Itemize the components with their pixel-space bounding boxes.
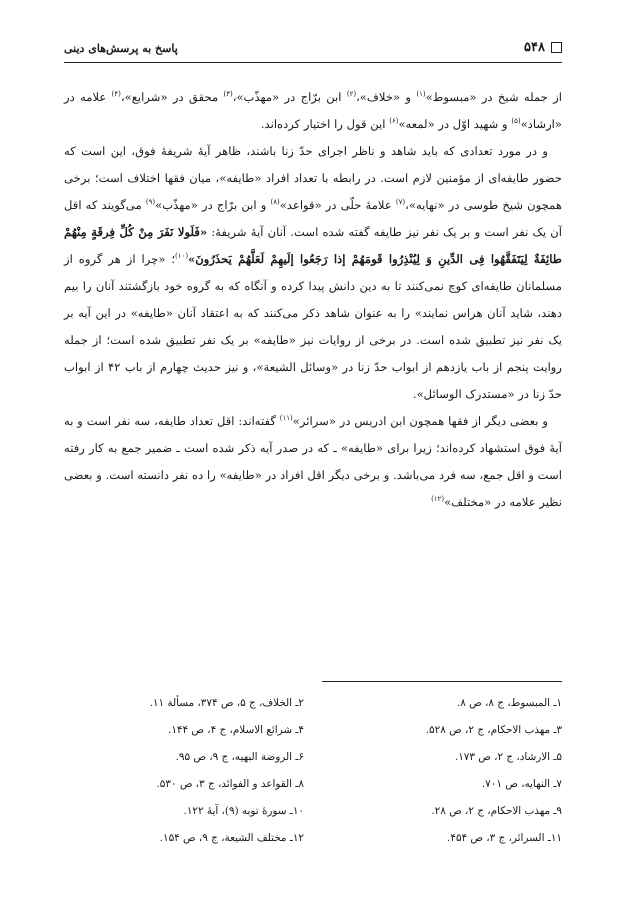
text-span: این قول را اختیار کرده‌اند. <box>260 117 390 131</box>
text-span: ؛ «چرا از هر گروه از مسلمانان طایفه‌ای کوچ نمی‌کنند تا به دین دانش پیدا کرده و آنگاه که به گروه خود بازگشتند آنان را بیم دهند، شاید آنان هراس نمایند» را به عنوان شاهد ذکر می‌کنند که به اعتقاد آنان «طایفه» در این آیه بر یک نفر نیز تطبیق شده است. در برخی از روایات نیز «طایفه» بر یک نفر تطبیق شده است؛ از جمله روایت پنجم از باب یازدهم از ابواب حدّ زنا در «وسائل الشیعة»، و نیز حدیث چهارم از باب ۴۲ از ابواب حدّ زنا در «مستدرک الوسائل». <box>64 252 563 401</box>
footnote: ۲ـ الخلاف، ج ۵، ص ۳۷۴، مسألة ۱۱. <box>149 697 304 709</box>
footnote: ۳ـ مهذب الاحکام، ج ۲، ص ۵۲۸. <box>425 724 562 736</box>
text-span: علامه در «ارشاد» <box>64 90 562 131</box>
footnote-ref: (۱۲) <box>431 495 445 504</box>
text-span: و در مورد تعدادی که باید شاهد و ناظر اجرای حدّ زنا باشند، ظاهر آیهٔ شریفهٔ فوق، این است که حضور طایفه‌ای از مؤمنین لازم است. در رابطه با تعداد افراد «طایفه»، میان فقها اختلاف است؛ برخی همچون شیخ طوسی در «نهایه»، <box>64 144 562 212</box>
footnote: ۱۲ـ مختلف الشيعة، ج ۹، ص ۱۵۴. <box>159 832 304 844</box>
footnote-ref: (۳) <box>223 90 233 99</box>
text-span: و «خلاف»، <box>356 90 417 104</box>
main-text <box>64 84 562 516</box>
running-title: پاسخ به پرسش‌های دینی <box>64 42 178 55</box>
page-number: ۵۴۸ <box>524 40 545 55</box>
footnote: ۵ـ الارشاد، ج ۲، ص ۱۷۳. <box>454 751 562 763</box>
text-span: گفته‌اند: اقل تعداد طایفه، سه نفر است و به آیهٔ فوق استشهاد کرده‌اند؛ زیرا برای «طایفه» ـ که در صدر آیه ذکر شده است ـ ضمیر جمع به کار رفته است و اقل جمع، سه فرد می‌باشد. و برخی دیگر اقل افراد در «طایفه» را ده نفر دانسته است. و بعضی نظیر علامه در «مختلف» <box>64 414 562 509</box>
square-bullet-icon <box>551 42 562 53</box>
footnote: ۱۱ـ السرائر، ج ۳، ص ۴۵۴. <box>447 832 562 844</box>
footnote: ۹ـ مهذب الاحكام، ج ۲، ص ۲۸. <box>431 805 562 817</box>
text-span: ابن برّاج در «مهذّب»، <box>232 90 347 104</box>
footnote: ۶ـ الروضة البهيه، ج ۹، ص ۹۵. <box>175 751 304 763</box>
footnote: ۴ـ شرائع الاسلام، ج ۴، ص ۱۴۴. <box>168 724 304 736</box>
footnote: ۱ـ المبسوط، ج ۸، ص ۸. <box>456 697 562 709</box>
footnote-ref: (۵) <box>511 117 521 126</box>
footnote-ref: (۴) <box>111 90 121 99</box>
footnote-ref: (۱) <box>416 90 426 99</box>
paragraph-2 <box>64 138 562 408</box>
footnote: ۷ـ النهايه، ص ۷۰۱. <box>481 778 562 790</box>
footnote-ref: (۹) <box>145 198 156 207</box>
footnote-ref: (۷) <box>395 198 406 207</box>
footnotes <box>64 690 562 852</box>
footnote-separator <box>322 681 562 682</box>
footnote-ref: (۱۱) <box>279 414 293 423</box>
footnote: ۱۰ـ سورهٔ توبه (۹)، آيهٔ ۱۲۲. <box>183 805 304 817</box>
page-header <box>64 38 562 63</box>
footnote: ۸ـ القواعد و الفوائد، ج ۳، ص ۵۳۰. <box>156 778 304 790</box>
footnote-ref: (۱۰) <box>175 252 189 261</box>
text-span: و شهید اوّل در «لمعه» <box>398 117 512 131</box>
footnote-ref: (۸) <box>270 198 280 207</box>
paragraph-1 <box>64 84 562 138</box>
text-span: علامهٔ حلّی در «قواعد» <box>279 198 396 212</box>
paragraph-3 <box>64 408 562 516</box>
footnote-ref: (۶) <box>389 117 399 126</box>
footnote-ref: (۲) <box>346 90 357 99</box>
text-span: می‌گویند که اقل آن یک نفر است و بر یک نفر نیز طایفه گفته شده است. آنان آیهٔ شریفهٔ: <box>64 198 563 239</box>
text-span: از جمله شیخ در «مبسوط» <box>425 90 562 104</box>
text-span: محقق در «شرایع»، <box>120 90 224 104</box>
text-span: و بعضی دیگر از فقها همچون ابن ادریس در «سرائر» <box>292 414 548 428</box>
page-number-group <box>524 40 562 55</box>
text-span: و ابن برّاج در «مهذّب» <box>155 198 271 212</box>
quran-verse: «فَلَولا نَفَرَ مِنْ كُلِّ فِرقَةٍ مِنْهُمْ طائِفَةٌ لِيَتَفَقَّهُوا فِى الدِّينِ وَ لِيُنْذِرُوا قَومَهُمْ إذا رَجَعُوا إلَيهِمْ لَعَلَّهُمْ يَحذَرُونَ» <box>64 225 563 266</box>
